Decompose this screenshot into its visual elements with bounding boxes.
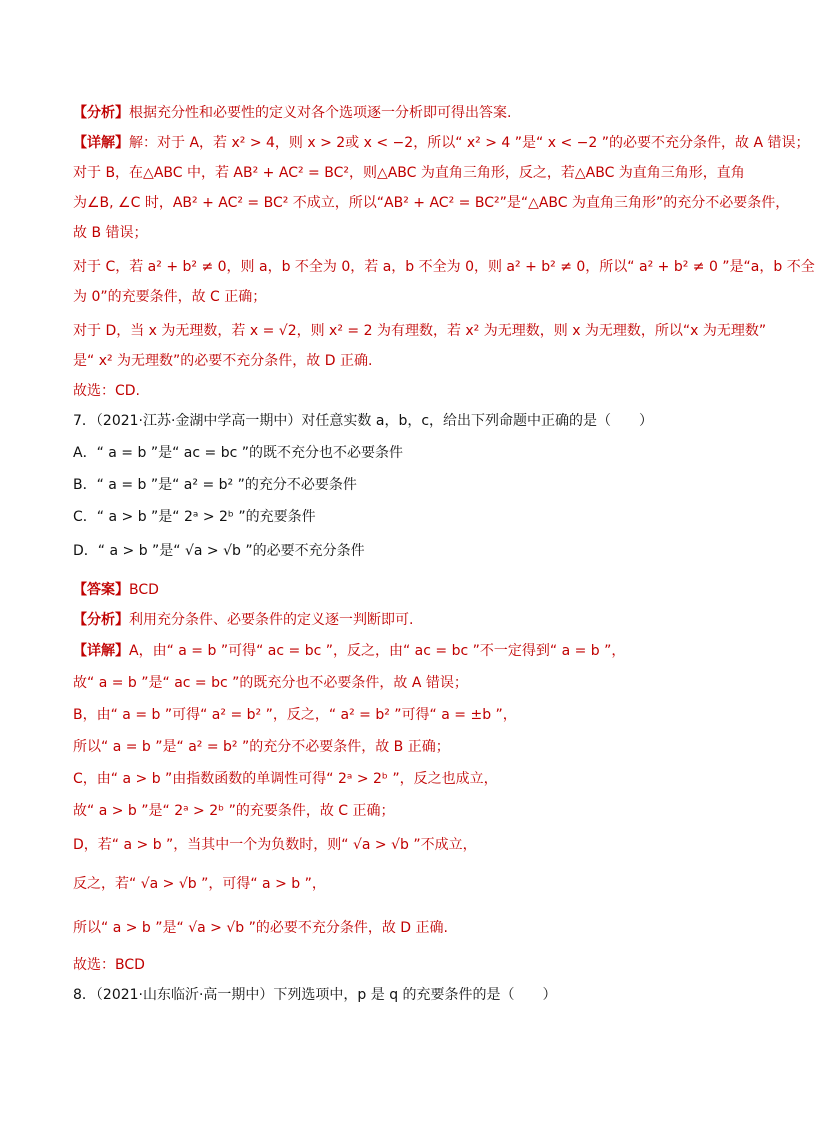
answer-line-1: 故选：CD. bbox=[73, 383, 141, 399]
detail-line-6: 为 0”的充要条件，故 C 正确； bbox=[73, 289, 267, 305]
detail-tag-2: 【详解】 bbox=[73, 643, 129, 659]
analysis-tag: 【分析】 bbox=[73, 105, 129, 121]
detail-line-2: 对于 B，在△ABC 中，若 AB² + AC² = BC²，则△ABC 为直角三角形，反之，若△ABC 为直角三角形，直角 bbox=[73, 165, 745, 181]
answer-tag: 【答案】 bbox=[73, 582, 129, 598]
detail-line-1 bbox=[73, 133, 810, 153]
option-d: D．“ a > b ”是“ √a > √b ”的必要不充分条件 bbox=[73, 543, 365, 559]
option-b: B．“ a = b ”是“ a² = b² ”的充分不必要条件 bbox=[73, 477, 357, 493]
analysis-text-2: 利用充分条件、必要条件的定义逐一判断即可. bbox=[129, 612, 414, 628]
detail-line-14: 故“ a > b ”是“ 2ᵃ > 2ᵇ ”的充要条件，故 C 正确； bbox=[73, 803, 395, 819]
answer-line-2 bbox=[73, 580, 733, 600]
answer-text: BCD bbox=[129, 582, 159, 598]
option-a: A．“ a = b ”是“ ac = bc ”的既不充分也不必要条件 bbox=[73, 445, 403, 461]
detail-line-10: 故“ a = b ”是“ ac = bc ”的既充分也不必要条件，故 A 错误； bbox=[73, 675, 468, 691]
question-8: 8．（2021·山东临沂·高一期中）下列选项中，p 是 q 的充要条件的是（ ） bbox=[73, 987, 557, 1003]
detail-line-15: D，若“ a > b ”，当其中一个为负数时，则“ √a > √b ”不成立， bbox=[73, 837, 477, 853]
analysis-line-2 bbox=[73, 610, 733, 630]
detail-tag: 【详解】 bbox=[73, 135, 129, 151]
analysis-tag-2: 【分析】 bbox=[73, 612, 129, 628]
detail-line-16: 反之，若“ √a > √b ”，可得“ a > b ”， bbox=[73, 876, 326, 892]
detail-line-13: C，由“ a > b ”由指数函数的单调性可得“ 2ᵃ > 2ᵇ ”，反之也成立， bbox=[73, 771, 498, 787]
detail-text-2: A，由“ a = b ”可得“ ac = bc ”，反之，由“ ac = bc ”不一定得到“ a = b ”， bbox=[129, 643, 626, 659]
detail-line-9 bbox=[73, 641, 733, 661]
analysis-line-1 bbox=[73, 103, 733, 123]
detail-line-11: B，由“ a = b ”可得“ a² = b² ”，反之，“ a² = b² ”可得“ a = ±b ”， bbox=[73, 707, 517, 723]
detail-line-12: 所以“ a = b ”是“ a² = b² ”的充分不必要条件，故 B 正确； bbox=[73, 739, 450, 755]
detail-line-17: 所以“ a > b ”是“ √a > √b ”的必要不充分条件，故 D 正确. bbox=[73, 920, 448, 936]
answer-line-3: 故选：BCD bbox=[73, 957, 145, 973]
option-c: C．“ a > b ”是“ 2ᵃ > 2ᵇ ”的充要条件 bbox=[73, 509, 316, 525]
detail-text: 解：对于 A，若 x² > 4，则 x > 2或 x < −2，所以“ x² > 4 ”是“ x < −2 ”的必要不充分条件，故 A 错误； bbox=[129, 135, 810, 151]
detail-line-3: 为∠B, ∠C 时，AB² + AC² = BC² 不成立，所以“AB² + AC² = BC²”是“△ABC 为直角三角形”的充分不必要条件， bbox=[73, 195, 790, 211]
question-7: 7．（2021·江苏·金湖中学高一期中）对任意实数 a，b，c，给出下列命题中正确的是（ ） bbox=[73, 413, 654, 429]
detail-line-8: 是“ x² 为无理数”的必要不充分条件，故 D 正确. bbox=[73, 353, 373, 369]
detail-line-4: 故 B 错误； bbox=[73, 225, 148, 241]
detail-line-5: 对于 C，若 a² + b² ≠ 0，则 a，b 不全为 0，若 a，b 不全为 0，则 a² + b² ≠ 0，所以“ a² + b² ≠ 0 ”是“a，b 不全 bbox=[73, 259, 815, 275]
detail-line-7: 对于 D，当 x 为无理数，若 x = √2，则 x² = 2 为有理数，若 x² 为无理数，则 x 为无理数，所以“x 为无理数” bbox=[73, 323, 767, 339]
analysis-text: 根据充分性和必要性的定义对各个选项逐一分析即可得出答案. bbox=[129, 105, 512, 121]
